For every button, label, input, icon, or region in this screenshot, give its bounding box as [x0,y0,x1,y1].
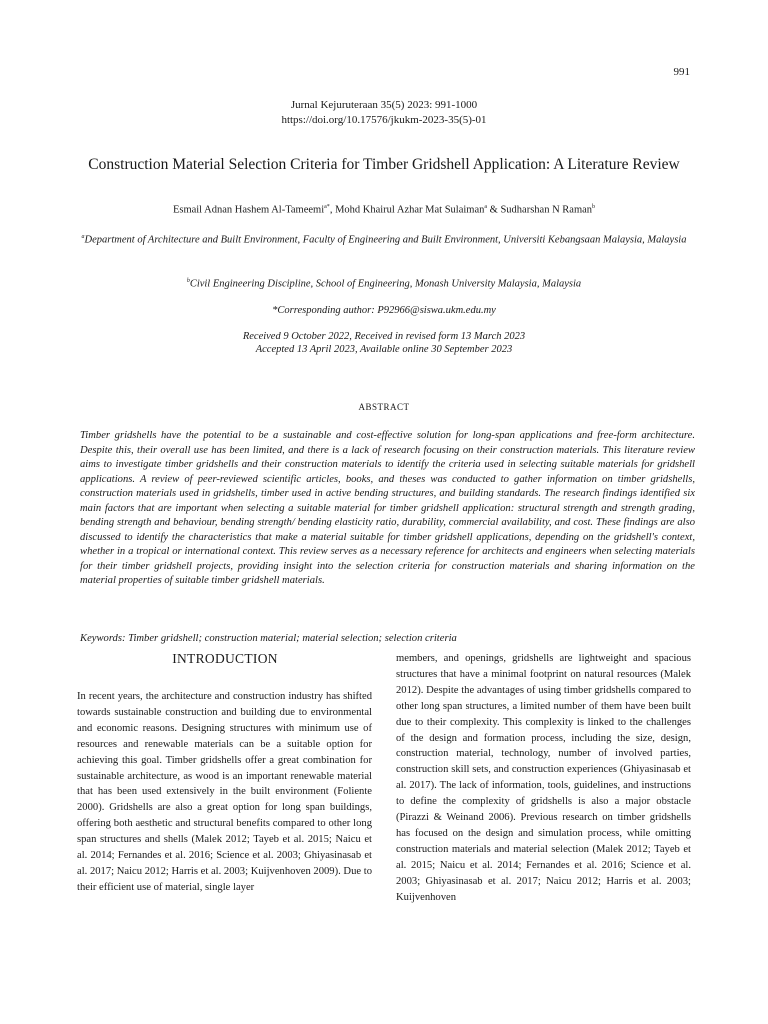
author-separator: & [487,204,501,216]
keywords: Keywords: Timber gridshell; construction material; material selection; selection criteria [80,633,457,644]
page-number: 991 [673,66,690,78]
received-dates: Received 9 October 2022, Received in revised form 13 March 2023 [242,331,526,342]
author-affiliation-mark: a [484,204,488,210]
corresponding-author: *Corresponding author: P92966@siswa.ukm.edu.my [272,305,496,316]
introduction-right-column: members, and openings, gridshells are lightweight and spacious structures that have a minimal footprint on natural resources (Malek 2012). Despite the advantages of using timber gridshells compared to other long span structures, a limited number of them have been built due to their complexity. This complexity is linked to the challenges of the design and formation process, including the size, design, construction material, technology, number of involved parties, construction skill sets, and construction experiences (Ghiyasinasab et al. 2017). The lack of information, tools, guidelines, and instructions to define the complexity of gridshells is also a major obstacle (Pirazzi & Weinand 2006). Previous research on timber gridshells has focused on the design and simulation process, while omitting construction materials and material selection (Malek 2012; Tayeb et al. 2015; Naicu et al. 2014; Fernandes et al. 2016; Science et al. 2003; Ghiyasinasab et al. 2017; Naicu 2012; Harris et al. 2003; Kuijvenhoven [396,653,691,903]
author-list [80,204,688,216]
author-separator: , [329,204,336,216]
paper-title: Construction Material Selection Criteria for Timber Gridshell Application: A Literature Review [88,156,680,173]
affiliation-mark: b [186,278,190,284]
author-name: Sudharshan N Raman [500,204,593,216]
doi-link[interactable]: https://doi.org/10.17576/jkukm-2023-35(5)-01 [281,114,487,126]
accepted-dates: Accepted 13 April 2023, Available online 30 September 2023 [255,344,513,355]
author-affiliation-mark: b [592,204,596,210]
abstract-body: Timber gridshells have the potential to be a sustainable and cost-effective solution for long-span applications and free-form architecture. Despite this, their overall use has been limited, and there is a lack of research focusing on their construction materials. This literature review aims to investigate timber gridshells and their construction materials to identify the criteria used in selecting suitable materials for gridshell applications. A review of peer-reviewed scientific articles, books, and theses was conducted to gather information on timber gridshells, construction materials used in gridshells, timber used in active bending structures, and building standards. The research findings identified six main factors that are important when selecting a suitable material for timber gridshell application: structural strength and strength grading, bending strength and behaviour, bending strength/ bending elasticity ratio, durability, commercial availability, and cost. These findings are also discussed to identify the characteristics that make a material suitable for timber gridshell applications, depending on the gridshell's context, whether in a tropical or international context. This review serves as a necessary reference for architects and engineers when selecting materials for their timber gridshell projects, providing insight into the selection criteria for construction materials and sharing information on the material properties of suitable timber gridshell materials. [80,430,695,586]
author-name: Mohd Khairul Azhar Mat Sulaiman [335,204,485,216]
affiliation-b [80,273,688,293]
section-heading-introduction: INTRODUCTION [172,651,278,666]
journal-citation: Jurnal Kejuruteraan 35(5) 2023: 991-1000 [290,99,478,111]
affiliation-mark: a [81,234,85,240]
affiliation-text: Department of Architecture and Built Environment, Faculty of Engineering and Built Environment, Universiti Kebangsaan Malaysia, Malaysia [84,234,687,246]
introduction-left-column: In recent years, the architecture and construction industry has shifted towards sustainable construction and building due to environmental and economic reasons. Designing structures with minimum use of resources and renewable materials can be a suitable option for achieving this goal. Timber gridshells offer a great combination for sustainable architecture, as wood is an important renewable material that has been used extensively in the built environment (Foliente 2000). Gridshells are also a great option for long span buildings, offering both aesthetic and structural benefits compared to other long span structures and shells (Malek 2012; Tayeb et al. 2015; Naicu et al. 2014; Fernandes et al. 2016; Science et al. 2003; Ghiyasinasab et al. 2017; Naicu 2012; Harris et al. 2003; Kuijvenhoven 2009). Due to their efficient use of material, single layer [77,691,372,893]
affiliation-a [80,229,688,249]
abstract-heading: ABSTRACT [358,402,410,412]
author-affiliation-mark: a* [324,204,330,210]
author-name: Esmail Adnan Hashem Al-Tameemi [172,204,325,216]
affiliation-text: Civil Engineering Discipline, School of Engineering, Monash University Malaysia, Malaysia [189,278,582,290]
article-dates [80,330,688,356]
